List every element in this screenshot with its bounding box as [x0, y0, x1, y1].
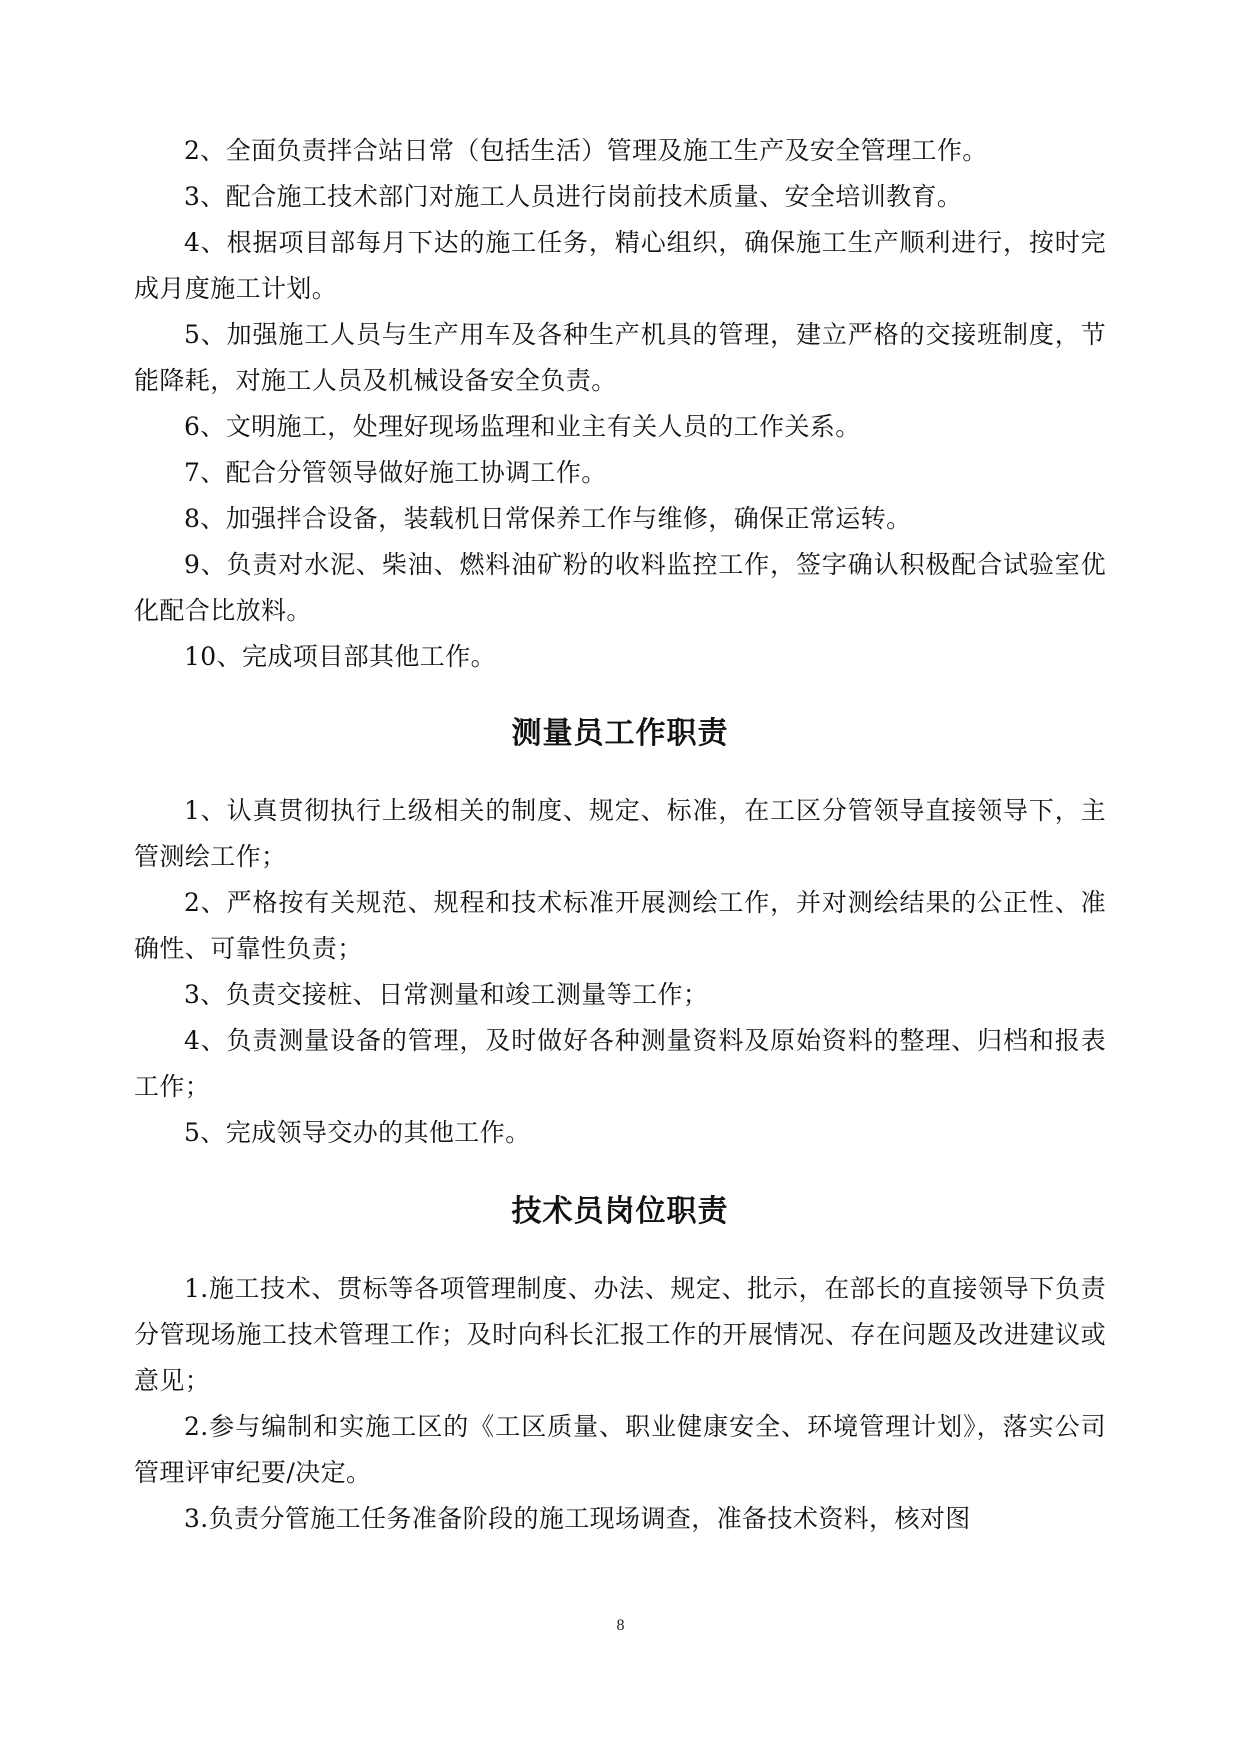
- paragraph: 9、负责对水泥、柴油、燃料油矿粉的收料监控工作，签字确认积极配合试验室优化配合比放料。: [134, 550, 1106, 625]
- paragraph: 3、负责交接桩、日常测量和竣工测量等工作；: [184, 980, 709, 1009]
- paragraph: 5、完成领导交办的其他工作。: [184, 1118, 531, 1147]
- paragraph: 5、加强施工人员与生产用车及各种生产机具的管理，建立严格的交接班制度，节能降耗，对施工人员及机械设备安全负责。: [134, 320, 1106, 395]
- paragraph: 2、全面负责拌合站日常（包括生活）管理及施工生产及安全管理工作。: [184, 136, 988, 165]
- paragraph: 2、严格按有关规范、规程和技术标准开展测绘工作，并对测绘结果的公正性、准确性、可靠性负责；: [134, 888, 1106, 963]
- paragraph: 8、加强拌合设备，装载机日常保养工作与维修，确保正常运转。: [184, 504, 912, 533]
- section-heading-surveyor: 测量员工作职责: [511, 716, 729, 751]
- paragraph: 2.参与编制和实施工区的《工区质量、职业健康安全、环境管理计划》，落实公司管理评审纪要/决定。: [134, 1412, 1106, 1487]
- paragraph: 4、负责测量设备的管理，及时做好各种测量资料及原始资料的整理、归档和报表工作；: [134, 1026, 1106, 1101]
- page-number: 8: [616, 1617, 625, 1634]
- section-heading-technician: 技术员岗位职责: [511, 1194, 729, 1229]
- paragraph: 10、完成项目部其他工作。: [184, 642, 497, 671]
- paragraph: 3、配合施工技术部门对施工人员进行岗前技术质量、安全培训教育。: [184, 182, 963, 211]
- paragraph: 7、配合分管领导做好施工协调工作。: [184, 458, 607, 487]
- paragraph: 4、根据项目部每月下达的施工任务，精心组织，确保施工生产顺利进行，按时完成月度施工计划。: [134, 228, 1106, 303]
- paragraph: 3.负责分管施工任务准备阶段的施工现场调查，准备技术资料，核对图: [184, 1504, 971, 1533]
- paragraph: 1.施工技术、贯标等各项管理制度、办法、规定、批示，在部长的直接领导下负责分管现场施工技术管理工作；及时向科长汇报工作的开展情况、存在问题及改进建议或意见；: [134, 1274, 1106, 1395]
- page-content: [134, 128, 1106, 1542]
- paragraph: 6、文明施工，处理好现场监理和业主有关人员的工作关系。: [184, 412, 861, 441]
- paragraph: 1、认真贯彻执行上级相关的制度、规定、标准，在工区分管领导直接领导下，主管测绘工作；: [134, 796, 1106, 871]
